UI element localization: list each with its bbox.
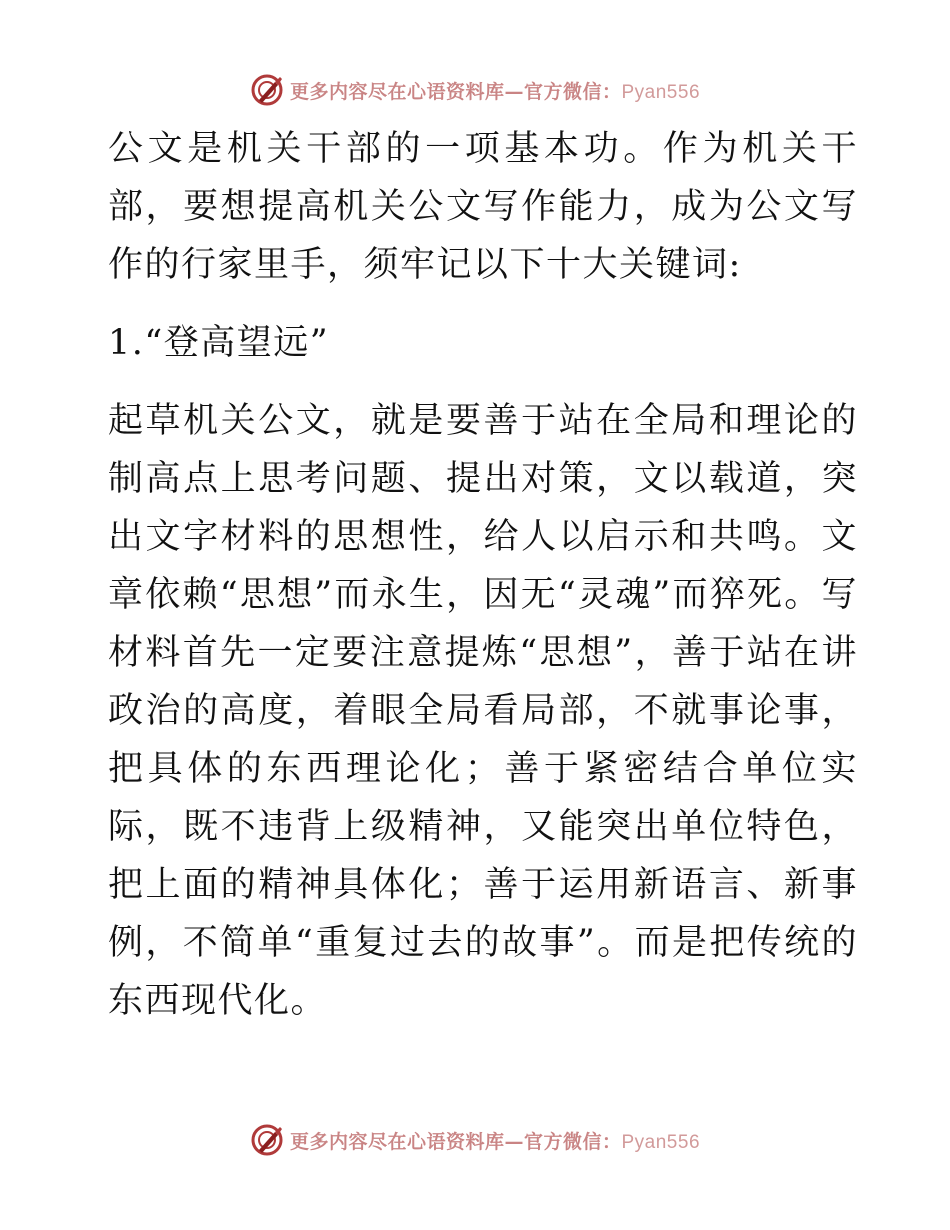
watermark-text: 更多内容尽在心语资料库—官方微信：Pyan556 bbox=[289, 1130, 701, 1153]
pen-logo-icon bbox=[250, 73, 284, 107]
section-heading: 1.“登高望远” bbox=[108, 323, 330, 363]
document-body bbox=[98, 120, 858, 1030]
header-watermark bbox=[0, 70, 950, 110]
intro-paragraph: 公文是机关干部的一项基本功。作为机关干部，要想提高机关公文写作能力，成为公文写作的行家里手，须牢记以下十大关键词: bbox=[108, 129, 858, 285]
watermark-text: 更多内容尽在心语资料库—官方微信：Pyan556 bbox=[289, 80, 701, 103]
pen-logo-icon bbox=[250, 1123, 284, 1157]
footer-watermark bbox=[0, 1120, 950, 1160]
body-paragraph: 起草机关公文，就是要善于站在全局和理论的制高点上思考问题、提出对策，文以载道，突出文字材料的思想性，给人以启示和共鸣。文章依赖“思想”而永生，因无“灵魂”而猝死。写材料首先一定要注意提炼“思想”，善于站在讲政治的高度，着眼全局看局部，不就事论事，把具体的东西理论化；善于紧密结合单位实际，既不违背上级精神，又能突出单位特色，把上面的精神具体化；善于运用新语言、新事例，不简单“重复过去的故事”。而是把传统的东西现代化。 bbox=[108, 401, 858, 1021]
